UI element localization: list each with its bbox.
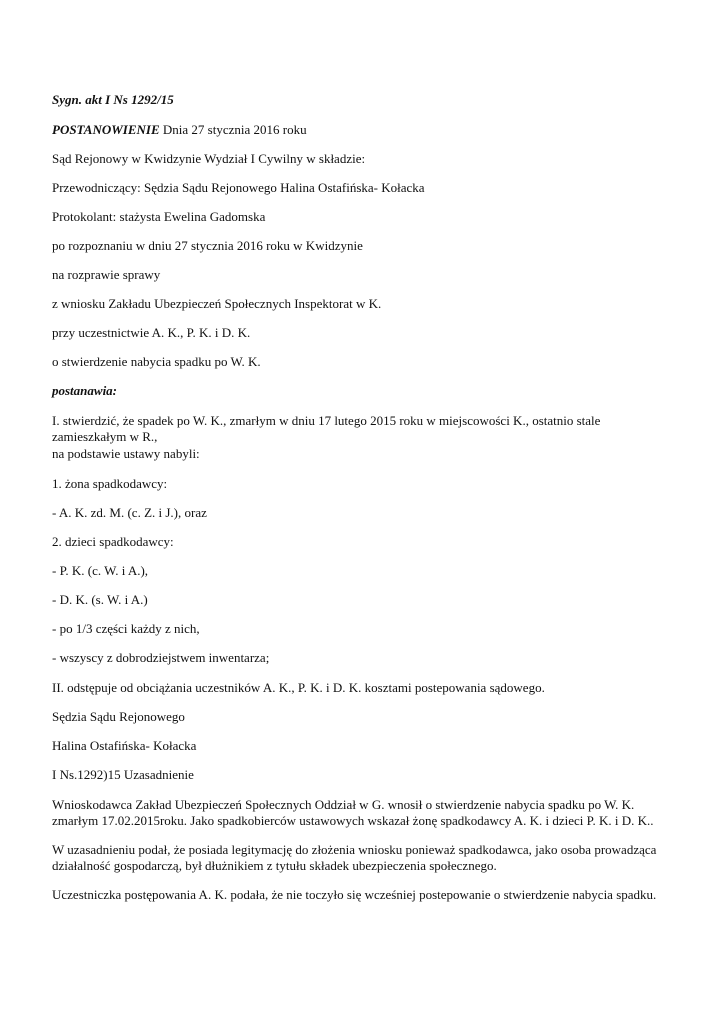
- justification-paragraph-2: W uzasadnieniu podał, że posiada legitymację do złożenia wniosku ponieważ spadkodawca, jako osoba prowadząca działalność gospodarczą, był dłużnikiem z tytułu składek ubezpieczenia społecznego.: [52, 842, 657, 873]
- case-number: Sygn. akt I Ns 1292/15: [52, 92, 174, 107]
- heir-2-name-b: - D. K. (s. W. i A.): [52, 592, 148, 607]
- decision-heading: POSTANOWIENIE: [52, 122, 160, 137]
- inventory-clause: - wszyscy z dobrodziejstwem inwentarza;: [52, 650, 270, 665]
- court-composition: Sąd Rejonowy w Kwidzynie Wydział I Cywilny w składzie:: [52, 151, 366, 166]
- decision-title-line: [52, 122, 307, 138]
- hearing-date: po rozpoznaniu w dniu 27 stycznia 2016 roku w Kwidzynie: [52, 238, 363, 253]
- signature-name: Halina Ostafińska- Kołacka: [52, 738, 197, 753]
- heir-1-name: - A. K. zd. M. (c. Z. i J.), oraz: [52, 505, 207, 520]
- heir-2-header: 2. dzieci spadkodawcy:: [52, 534, 174, 549]
- justification-paragraph-1: Wnioskodawca Zakład Ubezpieczeń Społecznych Oddział w G. wnosił o stwierdzenie nabycia spadku po W. K. zmarłym 17.02.2015roku. Jako spadkobierców ustawowych wskazał żonę spadkodawcy A. K. i dzieci P. K. i D. K..: [52, 797, 654, 828]
- point-1-text: I. stwierdzić, że spadek po W. K., zmarłym w dniu 17 lutego 2015 roku w miejscowości K., ostatnio stale zamieszkałym w R.,: [52, 413, 601, 444]
- presiding-judge: Przewodniczący: Sędzia Sądu Rejonowego Halina Ostafińska- Kołacka: [52, 180, 425, 195]
- decides-heading: postanawia:: [52, 383, 118, 398]
- point-1-heirs-intro: na podstawie ustawy nabyli:: [52, 446, 200, 461]
- heir-1-header: 1. żona spadkodawcy:: [52, 476, 168, 491]
- hearing-type: na rozprawie sprawy: [52, 267, 161, 282]
- applicant: z wniosku Zakładu Ubezpieczeń Społecznych Inspektorat w K.: [52, 296, 382, 311]
- clerk: Protokolant: stażysta Ewelina Gadomska: [52, 209, 266, 224]
- justification-paragraph-3: Uczestniczka postępowania A. K. podała, że nie toczyło się wcześniej postepowanie o stwierdzenie nabycia spadku.: [52, 887, 657, 902]
- subject: o stwierdzenie nabycia spadku po W. K.: [52, 354, 261, 369]
- share-clause: - po 1/3 części każdy z nich,: [52, 621, 200, 636]
- signature-title: Sędzia Sądu Rejonowego: [52, 709, 185, 724]
- decision-date: Dnia 27 stycznia 2016 roku: [159, 122, 307, 137]
- justification-heading: I Ns.1292)15 Uzasadnienie: [52, 767, 194, 782]
- participants: przy uczestnictwie A. K., P. K. i D. K.: [52, 325, 251, 340]
- heir-2-name-a: - P. K. (c. W. i A.),: [52, 563, 149, 578]
- point-2-text: II. odstępuje od obciążania uczestników A. K., P. K. i D. K. kosztami postepowania sądowego.: [52, 680, 545, 695]
